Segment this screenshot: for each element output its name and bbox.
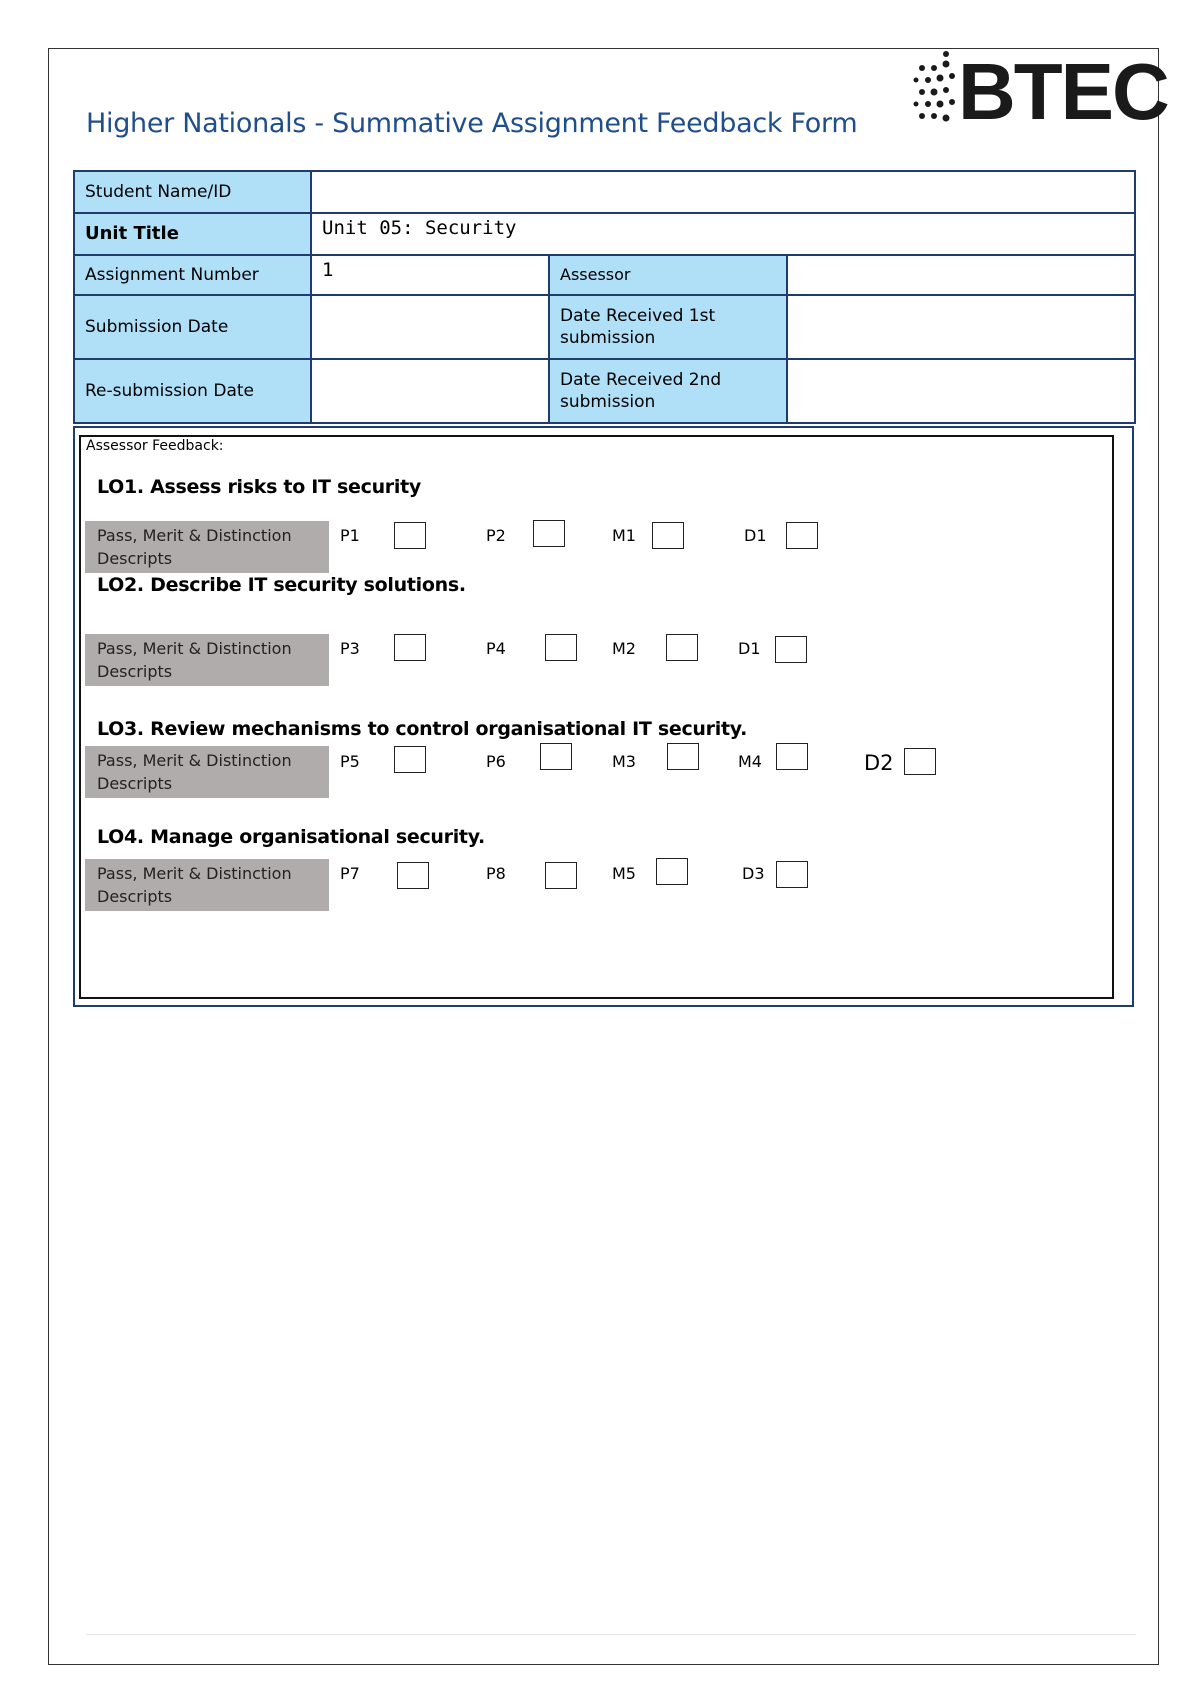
- submission-date-label: Submission Date: [74, 295, 311, 359]
- criterion-m3-checkbox[interactable]: [667, 743, 699, 770]
- submission-info-table: [73, 170, 1136, 424]
- criterion-p2-checkbox[interactable]: [533, 520, 565, 547]
- assignment-number-label: Assignment Number: [74, 255, 311, 295]
- criterion-p8-label: P8: [486, 864, 506, 883]
- criterion-p3-checkbox[interactable]: [394, 634, 426, 661]
- criterion-m4-label: M4: [738, 752, 762, 771]
- lo3-descripts-label: Pass, Merit & Distinction Descripts: [85, 746, 329, 798]
- date-received-1-field[interactable]: [787, 295, 1135, 359]
- footer-divider: [86, 1634, 1136, 1635]
- criterion-m2-label: M2: [612, 639, 636, 658]
- lo3-title: LO3. Review mechanisms to control organisational IT security.: [97, 718, 747, 740]
- criterion-p5-label: P5: [340, 752, 360, 771]
- criterion-p6-checkbox[interactable]: [540, 743, 572, 770]
- unit-title-field[interactable]: Unit 05: Security: [311, 213, 1135, 255]
- criterion-d1-lo2-label: D1: [738, 639, 761, 658]
- unit-title-label: Unit Title: [74, 213, 311, 255]
- resubmission-date-label: Re-submission Date: [74, 359, 311, 423]
- criterion-d2-label: D2: [864, 751, 894, 775]
- form-title: Higher Nationals - Summative Assignment Feedback Form: [86, 108, 858, 139]
- resubmission-date-field[interactable]: [311, 359, 549, 423]
- criterion-p3-label: P3: [340, 639, 360, 658]
- criterion-m4-checkbox[interactable]: [776, 743, 808, 770]
- date-received-1-label: Date Received 1st submission: [549, 295, 787, 359]
- criterion-d3-checkbox[interactable]: [776, 861, 808, 888]
- criterion-m5-label: M5: [612, 864, 636, 883]
- criterion-d1-lo2-checkbox[interactable]: [775, 636, 807, 663]
- assessor-label: Assessor: [549, 255, 787, 295]
- lo2-title: LO2. Describe IT security solutions.: [97, 574, 466, 596]
- criterion-p2-label: P2: [486, 526, 506, 545]
- criterion-p4-label: P4: [486, 639, 506, 658]
- date-received-2-label: Date Received 2nd submission: [549, 359, 787, 423]
- criterion-p7-checkbox[interactable]: [397, 862, 429, 889]
- criterion-p8-checkbox[interactable]: [545, 862, 577, 889]
- criterion-p7-label: P7: [340, 864, 360, 883]
- assignment-number-field[interactable]: 1: [311, 255, 549, 295]
- lo1-title: LO1. Assess risks to IT security: [97, 476, 421, 498]
- criterion-d3-label: D3: [742, 864, 765, 883]
- criterion-m2-checkbox[interactable]: [666, 634, 698, 661]
- lo4-title: LO4. Manage organisational security.: [97, 826, 485, 848]
- submission-date-field[interactable]: [311, 295, 549, 359]
- criterion-m3-label: M3: [612, 752, 636, 771]
- feedback-box[interactable]: [79, 435, 1114, 999]
- lo4-descripts-label: Pass, Merit & Distinction Descripts: [85, 859, 329, 911]
- criterion-p5-checkbox[interactable]: [394, 746, 426, 773]
- criterion-p1-checkbox[interactable]: [394, 522, 426, 549]
- student-name-label: Student Name/ID: [74, 171, 311, 213]
- btec-logo: BTEC: [958, 47, 1168, 136]
- criterion-d1-checkbox[interactable]: [786, 522, 818, 549]
- criterion-m1-label: M1: [612, 526, 636, 545]
- assessor-feedback-label: Assessor Feedback:: [86, 438, 224, 454]
- criterion-d1-label: D1: [744, 526, 767, 545]
- criterion-p6-label: P6: [486, 752, 506, 771]
- criterion-d2-checkbox[interactable]: [904, 748, 936, 775]
- lo2-descripts-label: Pass, Merit & Distinction Descripts: [85, 634, 329, 686]
- date-received-2-field[interactable]: [787, 359, 1135, 423]
- criterion-p1-label: P1: [340, 526, 360, 545]
- lo1-descripts-label: Pass, Merit & Distinction Descripts: [85, 521, 329, 573]
- student-name-field[interactable]: [311, 171, 1135, 213]
- criterion-p4-checkbox[interactable]: [545, 634, 577, 661]
- criterion-m1-checkbox[interactable]: [652, 522, 684, 549]
- assessor-field[interactable]: [787, 255, 1135, 295]
- criterion-m5-checkbox[interactable]: [656, 858, 688, 885]
